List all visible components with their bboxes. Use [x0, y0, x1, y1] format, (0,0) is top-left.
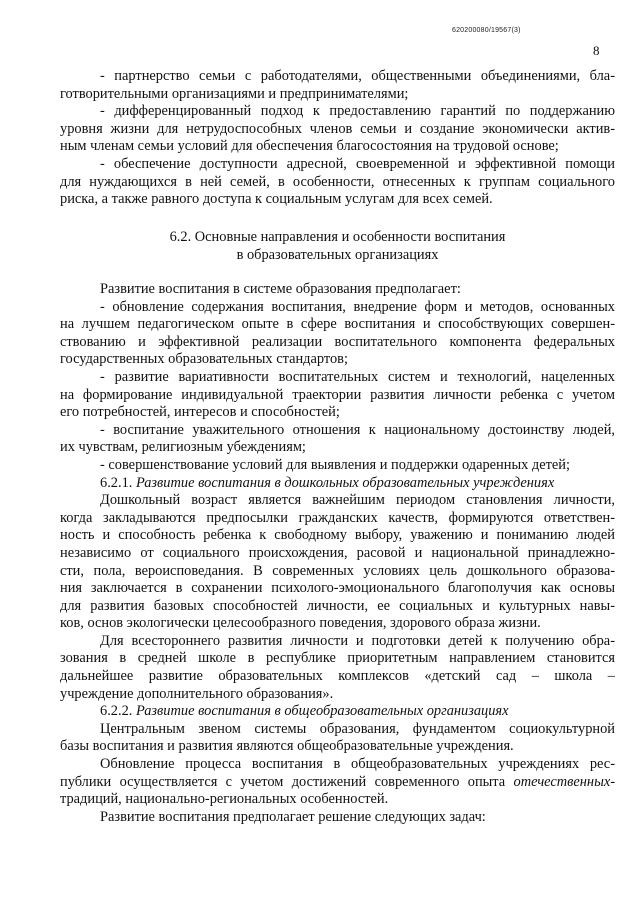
text-line: ствованию и эффективной реализации воспитательного компонента федеральных	[60, 333, 615, 350]
subsection-number: 6.2.2.	[100, 703, 133, 720]
text-line: когда закладываются предпосылки гражданских качеств, формируются ответствен-	[60, 509, 615, 526]
text-line	[60, 475, 615, 493]
text-line: - обеспечение доступности адресной, своевременной и эффективной помощи	[100, 155, 615, 172]
text-line: - дифференцированный подход к предоставлению гарантий по поддержанию	[100, 103, 615, 120]
text-line: Центральным звеном системы образования, фундаментом социокультурной	[100, 720, 615, 737]
text-line: ния заключается в сохранении психолого-эмоционального благополучия как основы	[60, 580, 615, 597]
text-line: базы воспитания и развития являются общеобразовательные учреждения.	[60, 738, 514, 755]
text-line: Для всестороннего развития личности и подготовки детей к получению обра-	[100, 632, 615, 649]
emphasis-text: отечественных-	[513, 773, 615, 790]
text-line: Обновление процесса воспитания в общеобразовательных учреждениях рес-	[100, 756, 615, 773]
text-line: риска, а также равного доступа к социальным услугам для всех семей.	[60, 191, 493, 208]
text-line: независимо от социального происхождения, расовой и национальной принадлежно-	[60, 544, 615, 561]
text-line: уровня жизни для нетрудоспособных членов семьи и создание экономически актив-	[60, 120, 615, 137]
text-line: их чувствам, религиозным убеждениям;	[60, 439, 306, 456]
text-line: его потребностей, интересов и способностей;	[60, 404, 340, 421]
section-family-list	[60, 68, 615, 209]
text-line: на формирование индивидуальной траектории развития личности ребенка с учетом	[60, 386, 615, 403]
heading-line-2: в образовательных организациях	[236, 246, 439, 263]
text-line: дальнейшее развитие образовательных комплексов «детский сад – школа –	[60, 668, 615, 685]
text-line: традиций, национально-региональных особенностей.	[60, 791, 389, 808]
text-line	[60, 774, 615, 792]
text-line: - обновление содержания воспитания, внедрение форм и методов, основанных	[100, 298, 615, 315]
page-number: 8	[593, 43, 600, 58]
text-line: ным членам семьи условий для обеспечения благосостояния на трудовой основе;	[60, 138, 559, 155]
text-line: Развитие воспитания в системе образования предполагает:	[100, 281, 461, 297]
document-id: 620200080/19567(3)	[452, 27, 521, 34]
text-line: Развитие воспитания предполагает решение следующих задач:	[100, 808, 486, 825]
text-span: публики осуществляется с учетом достижений современного опыта	[60, 773, 514, 790]
subsection-title: Развитие воспитания в общеобразовательных организациях	[136, 703, 509, 720]
text-line: на лучшем педагогическом опыте в сфере воспитания и способствующих совершен-	[60, 316, 615, 333]
text-line: для нуждающихся в ней семей, в особенности, отнесенных к группам социального	[60, 173, 615, 190]
text-line: - совершенствование условий для выявления и поддержки одаренных детей;	[100, 456, 570, 473]
text-line: - развитие вариативности воспитательных систем и технологий, нацеленных	[100, 368, 615, 385]
section-education-body	[60, 281, 615, 826]
text-line: учреждение дополнительного образования».	[60, 685, 334, 702]
text-line: готворительными организациями и предпринимателями;	[60, 85, 409, 102]
text-line: Дошкольный возраст является важнейшим периодом становления личности,	[100, 492, 615, 509]
section-heading	[60, 229, 615, 264]
text-line: государственных образовательных стандартов;	[60, 351, 348, 368]
text-line: - партнерство семьи с работодателями, общественными объединениями, бла-	[100, 68, 615, 84]
text-line: - воспитание уважительного отношения к национальному достоинству людей,	[100, 421, 615, 438]
text-line: ность и способность ребенка к свободному выбору, уважению и пониманию людей	[60, 527, 615, 544]
text-line: для развития базовых способностей личности, ее социальных и культурных навы-	[60, 597, 615, 614]
heading-line-1: 6.2. Основные направления и особенности воспитания	[169, 229, 506, 245]
subsection-title: Развитие воспитания в дошкольных образовательных учреждениях	[136, 474, 555, 491]
text-line: ков, основ экологически целесообразного поведения, здорового образа жизни.	[60, 615, 541, 632]
text-line	[60, 703, 615, 721]
text-line: зования в средней школе в республике приоритетным направлением становится	[60, 650, 615, 667]
subsection-number: 6.2.1.	[100, 474, 133, 491]
text-line: сти, пола, вероисповедания. В современных условиях цель дошкольного образова-	[60, 562, 615, 579]
